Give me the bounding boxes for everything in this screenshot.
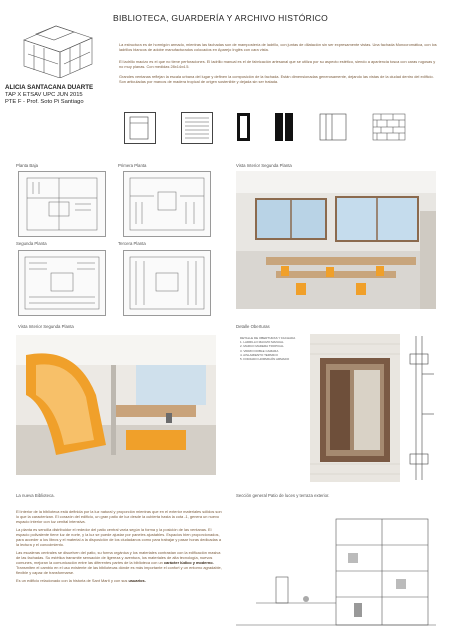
body-text (16, 509, 222, 583)
intro-paragraph-1: La estructura es de hormigón armado, mientras las fachadas son de mampostería de ladrillo, con juntas de dilatación sin ser expresamente vistas. Una fachada Monocromática, con los ladrillos blancos de adobe manufacturados colocados en Aparejo Inglés con cara vista. (119, 42, 437, 52)
detail-note: 3. VIDRIO DOBLE CAMARA (240, 348, 279, 353)
facade-icon-4 (271, 112, 301, 142)
caption-vista-interior-segunda: Vista Interior Segunda Planta (236, 163, 292, 168)
body-paragraph-2: La planta es sencilla distribuidor el rededor del patio central varía según la forma y la posición de las ventanas. El espacio polivalente tiene luz de norte, y la luz se puede ajustar por paneles ajustables. Espacios bien proporcionados, para acceder a los libros y el material a la disposición de los ciudadanos como para trabajar y pasar horas dedicadas a la lectura y el conocimiento. (16, 527, 222, 547)
body-paragraph-3: Las escaleras centrales se disuelven del patio, su forma orgánica y los materiales contrastan con la edificación masiva de las fachadas. Su estética transmite sensación de ligereza y aventura, los materiales de alta tecnología, nuevos comunes, mejoran la comunicación entre las diferentes partes de la biblioteca con un carácter lúdico y moderno. Transmiten el cambio en el uso existente de las bibliotecas dónde es más importante el confort y un entorno agradable, flexible y capaz de transformarse. (16, 550, 222, 575)
plan-tercera-planta (123, 250, 211, 316)
author-block (5, 84, 93, 107)
professor-info: PTE F - Prof. Soto Pi Santiago (5, 99, 84, 105)
facade-icon-3 (236, 112, 252, 142)
page-title: BIBLIOTECA, GUARDERÍA Y ARCHIVO HISTÓRICO (113, 13, 329, 23)
detail-note: 1. LADRILLO MACIZO MANUAL (240, 340, 284, 345)
detail-note: 2. MARCO MADERA TROPICAL (240, 344, 284, 349)
axonometric-sketch (14, 20, 102, 78)
caption-seccion-general: Sección general Patio de luces y terraza exterior. (236, 493, 330, 498)
caption-segunda-planta: Segunda Planta (16, 241, 47, 246)
author-name: ALICIA SANTACANA DUARTE (5, 84, 94, 91)
caption-detalle-oberturas: Detalle Oberturas (236, 324, 270, 329)
facade-icon-1 (124, 112, 156, 144)
render-interior-top (236, 171, 436, 309)
plan-primera-planta (123, 171, 211, 237)
render-interior-stairs (16, 335, 216, 475)
detail-note: 4. AISLAMIENTO TERMICO (240, 352, 278, 357)
intro-paragraph-2: El ladrillo macizo es el que no tiene perforaciones. El ladrillo manual es el de fabricación artesanal que se utiliza por su aspecto estético, siendo a apariencia tosca con caras rugosas y no muy planas. Con medidas 28x14x4.5. (119, 59, 436, 69)
brick-bond-icon (372, 112, 406, 142)
plan-planta-baja (18, 171, 106, 237)
detail-notes (240, 336, 306, 486)
caption-vista-interior-segunda-2: Vista Interior Segunda Planta (18, 324, 74, 329)
plan-segunda-planta (18, 250, 106, 316)
section-drawing (236, 503, 436, 629)
detail-note: DETALLE DE OBERTURAS Y FACHADA (240, 336, 296, 340)
facade-icon-5 (318, 112, 348, 142)
caption-nueva-biblioteca: La nueva Biblioteca. (16, 493, 55, 498)
window-detail-elevation (310, 334, 400, 482)
body-paragraph-1: El interior de la biblioteca está definida por la luz natural y proporción mientras que en el exterior materiales sólidos son lo que la caracterizan. El corazón del edificio, un gran patio de luz desde la cubierta hasta la cota -1, genera un nuevo espacio interior con luz cenital intensiva. (16, 509, 222, 524)
facade-icon-2 (181, 112, 213, 144)
window-detail-section (404, 334, 438, 482)
intro-paragraph-3: Grandes ventanas reflejan la escala urbana del lugar y definen la composición de la fachada. Están dimensionadas generosamente, dejando las vistas de la ciudad dentro del edificio. Son articuladas por marcos de madera tropical de origen sostenible y dejada sin ser tratada. (119, 74, 434, 84)
course-info: TAP X ETSAV UPC JUN 2015 (5, 91, 83, 98)
caption-primera-planta: Primera Planta (118, 163, 147, 168)
caption-planta-baja: Planta Baja (16, 163, 38, 168)
detail-note: 5. FORJADO HORMIGÓN ARMADO (240, 357, 290, 362)
body-paragraph-4: Es un edificio relacionado con la historia de Sant Martí y con sus usuarios. (16, 578, 146, 583)
caption-tercera-planta: Tercera Planta (118, 241, 146, 246)
